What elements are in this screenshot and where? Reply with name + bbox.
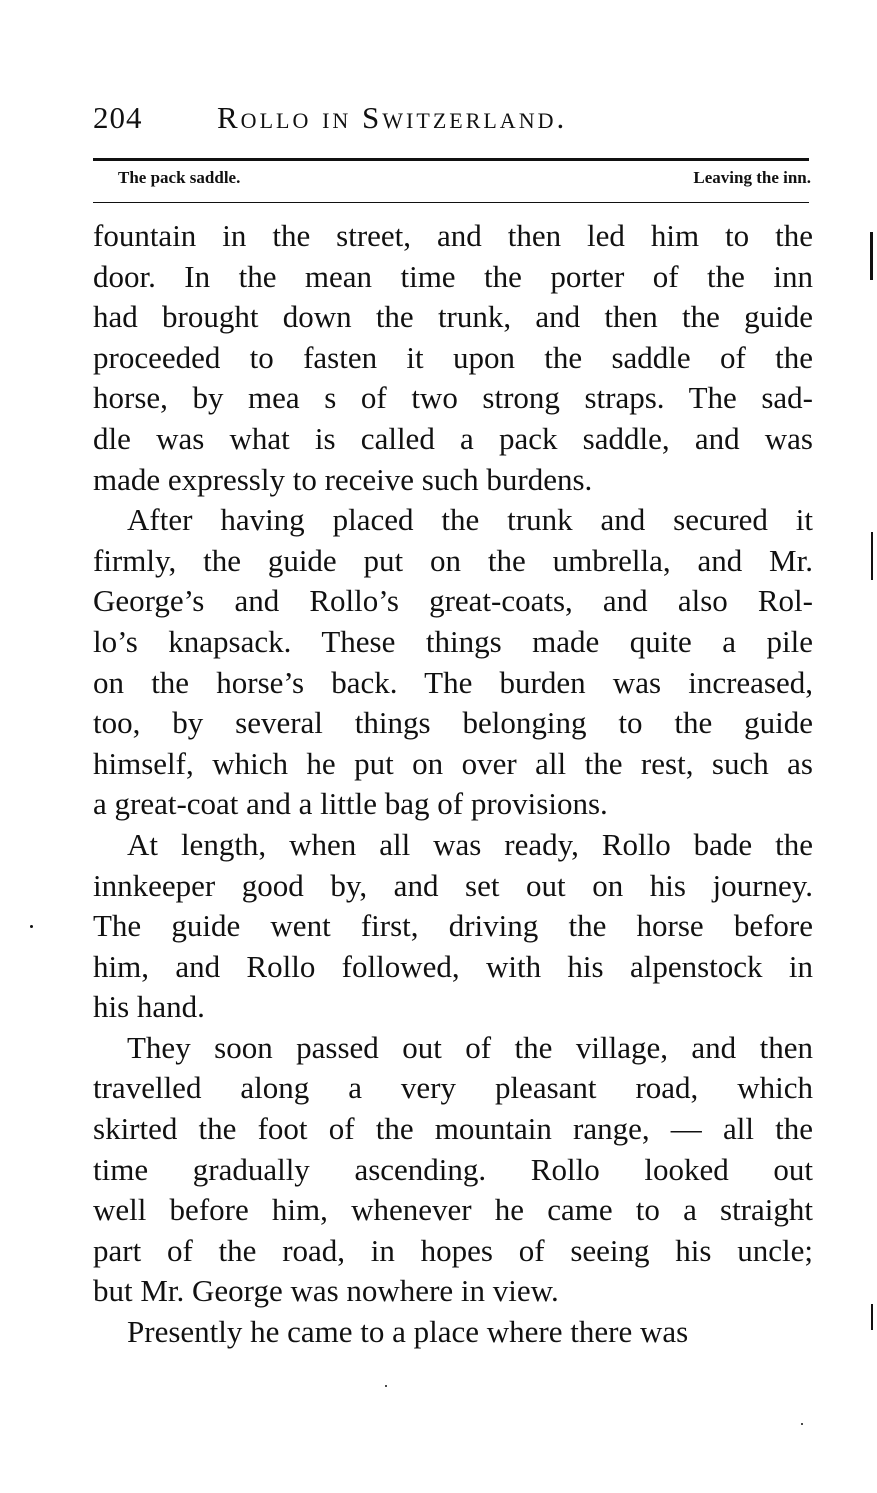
text-line: his hand. [93,989,205,1025]
text-line: firmly, the guide put on the umbrella, and Mr. [93,542,813,578]
text-line: George’s and Rollo’s great-coats, and also Rol- [93,583,813,619]
text-line: a great-coat and a little bag of provisions. [93,786,608,822]
text-line: The guide went first, driving the horse before [93,908,813,944]
text-line: time gradually ascending. Rollo looked out [93,1151,813,1187]
text-line: but Mr. George was nowhere in view. [93,1273,559,1309]
scan-mark [871,532,873,580]
text-line: fountain in the street, and then led him to the [93,218,813,253]
text-line: too, by several things belonging to the guide [93,705,813,741]
scan-speck [30,925,33,928]
scan-speck [801,1423,803,1425]
page-number: 204 [93,100,143,135]
text-line: Presently he came to a place where there was [127,1314,689,1350]
running-title: Rollo in Switzerland. [217,100,568,135]
text-line: proceeded to fasten it upon the saddle of the [93,339,813,375]
text-line: horse, by mea s of two strong straps. The sad- [93,380,813,416]
text-line: well before him, whenever he came to a straight [93,1192,813,1228]
text-line: himself, which he put on over all the rest, such as [93,745,813,781]
body-text [93,216,813,1353]
text-line: travelled along a very pleasant road, which [93,1070,813,1106]
text-line: had brought down the trunk, and then the guide [93,299,813,335]
text-line: part of the road, in hopes of seeing his uncle; [93,1232,813,1268]
text-line: After having placed the trunk and secured it [127,502,813,538]
text-line: skirted the foot of the mountain range, — all the [93,1111,813,1147]
text-line: made expressly to receive such burdens. [93,461,593,497]
header-rule-top [93,158,809,161]
scan-mark [871,1304,873,1330]
subheader-right: Leaving the inn. [693,168,811,187]
scan-mark [870,232,873,280]
text-line: lo’s knapsack. These things made quite a pile [93,623,813,659]
text-line: him, and Rollo followed, with his alpenstock in [93,948,813,984]
text-line: dle was what is called a pack saddle, and was [93,420,813,456]
page-header [93,100,813,144]
text-line: At length, when all was ready, Rollo bade the [127,826,813,862]
text-line: innkeeper good by, and set out on his journey. [93,867,813,903]
text-line: door. In the mean time the porter of the inn [93,258,813,294]
text-line: on the horse’s back. The burden was increased, [93,664,813,700]
scan-speck [385,1385,387,1387]
text-line: They soon passed out of the village, and then [127,1029,813,1065]
subheader-left: The pack saddle. [118,168,241,187]
header-rule-bottom [93,202,809,203]
